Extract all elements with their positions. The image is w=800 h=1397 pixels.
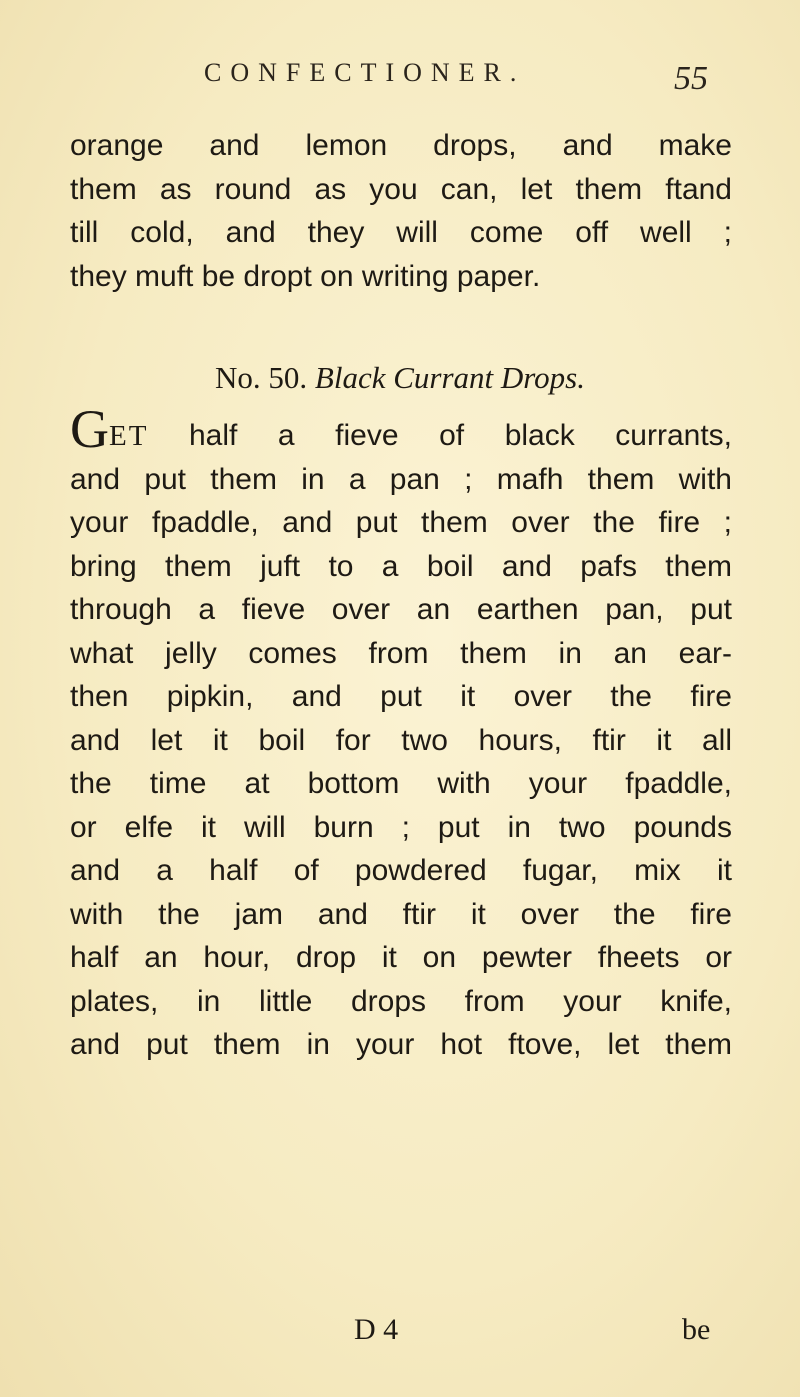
running-head: CONFECTIONER. (204, 58, 526, 87)
text-line: orange and lemon drops, and make (70, 129, 732, 162)
text-line: half an hour, drop it on pewter fheets or (70, 941, 732, 974)
first-line-rest: half a fieve of black currants, (148, 419, 732, 452)
text-line: bring them juft to a boil and pafs them (70, 549, 732, 583)
text-line: or elfe it will burn ; put in two pounds (70, 810, 732, 844)
text-line: through a fieve over an earthen pan, put (70, 593, 732, 626)
text-line: and let it boil for two hours, ftir it all (70, 723, 732, 757)
recipe-number: No. 50. (215, 360, 308, 395)
text-line: plates, in little drops from your knife, (70, 984, 732, 1018)
recipe-heading (0, 360, 800, 396)
text-line-first (70, 399, 732, 459)
drop-cap: G (70, 399, 109, 459)
text-line: and put them in your hot ftove, let them (70, 1028, 732, 1061)
signature-mark: D 4 (354, 1313, 399, 1346)
text-line: then pipkin, and put it over the fire (70, 680, 732, 713)
text-line: with the jam and ftir it over the fire (70, 897, 732, 931)
catchword: be (682, 1313, 711, 1346)
text-line: till cold, and they will come off well ; (70, 216, 732, 249)
text-line: they muft be dropt on writing paper. (70, 259, 541, 293)
text-line: your fpaddle, and put them over the fire ; (70, 506, 732, 539)
recipe-body (70, 399, 732, 1067)
recipe-title: Black Currant Drops. (314, 360, 585, 395)
small-caps-lead: ET (109, 420, 149, 452)
text-line: the time at bottom with your fpaddle, (70, 767, 732, 800)
paragraph-continued (70, 124, 732, 298)
text-line: what jelly comes from them in an ear- (70, 636, 732, 670)
text-line: them as round as you can, let them ftand (70, 172, 732, 206)
text-line: and a half of powdered fugar, mix it (70, 854, 732, 887)
page-number: 55 (674, 60, 708, 97)
text-line: and put them in a pan ; mafh them with (70, 462, 732, 496)
